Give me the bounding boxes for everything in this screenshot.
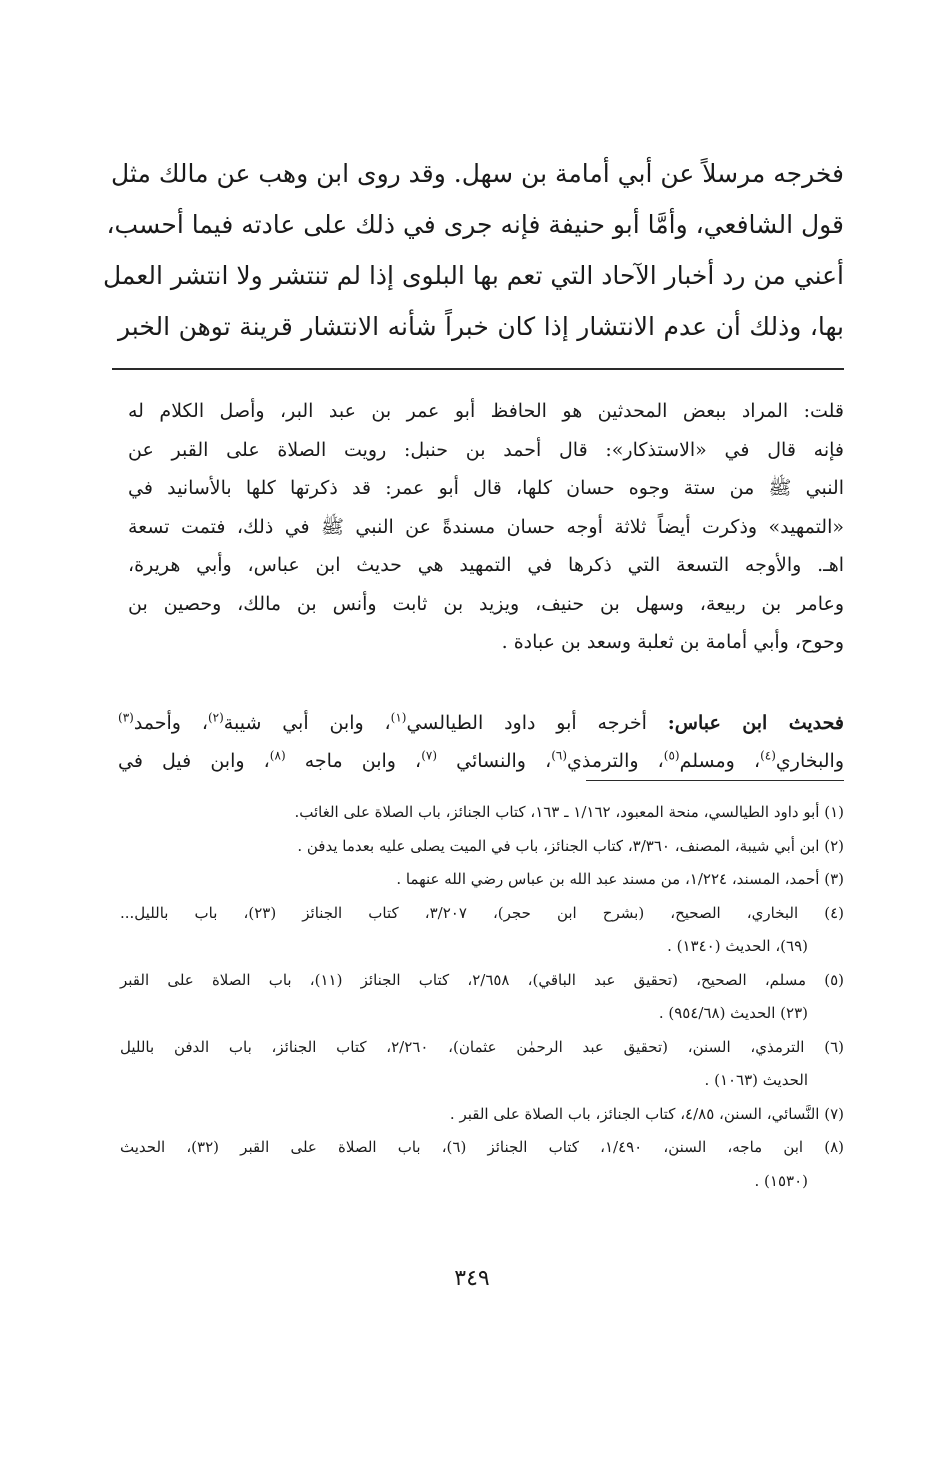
footnote-ref[interactable]: (٥) (663, 748, 680, 763)
footnote-item (120, 863, 844, 897)
footnote-divider (586, 780, 844, 781)
main-line: قول الشافعي، وأمَّا أبو حنيفة فإنه جرى في ذلك على عادته فيما أحسب، (106, 210, 844, 239)
main-line: فخرجه مرسلاً عن أبي أمامة بن سهل. وقد روى ابن وهب عن مالك مثل (111, 159, 844, 188)
hadith-line (118, 704, 844, 742)
footnote-item (120, 1098, 844, 1132)
footnote-text: (٦) الترمذي، السنن، (تحقيق عبد الرحمٰن عثمان)، ٢/٢٦٠، كتاب الجنائز، باب الدفن بالليل (120, 1037, 844, 1056)
hadith-text: ، وابن أبي شيبة (223, 712, 391, 734)
hadith-heading: فحديث ابن عباس: (667, 712, 844, 734)
hadith-text: ، والنسائي (437, 750, 552, 772)
footnote-text: (١) أبو داود الطيالسي، منحة المعبود، ١/١٦٢ ـ ١٦٣، كتاب الجنائز، باب الصلاة على الغائب. (294, 803, 844, 821)
footnote-text: (٥) مسلم، الصحيح، (تحقيق عبد الباقي)، ٢/٦٥٨، كتاب الجنائز (١١)، باب الصلاة على القبر (120, 970, 845, 989)
footnote-ref[interactable]: (٤) (760, 748, 776, 763)
footnotes-section (120, 796, 844, 1198)
footnote-continuation: (٢٣) الحديث (٩٥٤/٦٨) . (658, 1004, 808, 1022)
footnote-item (120, 964, 844, 1031)
commentary-line: اهـ. والأوجه التسعة التي ذكرها في التمهيد هي حديث ابن عباس، وأبي هريرة، (128, 554, 844, 576)
hadith-text: ، ومسلم (679, 750, 761, 772)
footnote-text: (٤) البخاري، الصحيح، (بشرح ابن حجر)، ٣/٢٠٧، كتاب الجنائز (٢٣)، باب بالليل... (120, 903, 844, 922)
hadith-text: ، وأحمد (133, 712, 208, 734)
main-line: بها، وذلك أن عدم الانتشار إذا كان خبراً شأنه الانتشار قرينة توهن الخبر (118, 312, 844, 341)
hadith-text: ، والترمذي (567, 750, 664, 772)
footnote-ref[interactable]: (٨) (269, 748, 286, 763)
footnote-text: (٨) ابن ماجه، السنن، ١/٤٩٠، كتاب الجنائز (٦)، باب الصلاة على القبر (٣٢)، الحديث (120, 1138, 845, 1156)
commentary-line: وعامر بن ربيعة، وسهل بن حنيف، ويزيد بن ثابت وأنس بن مالك، وحصين بن (128, 592, 844, 615)
footnote-item (120, 796, 844, 830)
hadith-line (118, 742, 844, 780)
footnote-text: (٢) ابن أبي شيبة، المصنف، ٣/٣٦٠، كتاب الجنائز، باب في الميت يصلى عليه بعدما يدفن . (297, 836, 844, 855)
footnote-item (120, 897, 844, 964)
footnote-ref[interactable]: (٢) (207, 710, 224, 725)
commentary-line: فإنه قال في «الاستذكار»: قال أحمد بن حنبل: رويت الصلاة على القبر عن (128, 438, 844, 461)
footnote-continuation: الحديث (١٠٦٣) . (704, 1071, 808, 1089)
hadith-text: ، وابن ماجه (285, 750, 422, 772)
footnote-ref[interactable]: (١) (390, 710, 407, 725)
footnote-continuation: (١٥٣٠) . (754, 1171, 808, 1190)
footnote-ref[interactable]: (٣) (118, 710, 134, 725)
commentary-line: قلت: المراد ببعض المحدثين هو الحافظ أبو عمر بن عبد البر، وأصل الكلام له (128, 400, 844, 422)
hadith-text: ، وابن فيل في (118, 750, 270, 772)
section-divider (112, 368, 844, 370)
main-line: أعني من رد أخبار الآحاد التي تعم بها البلوى إذا لم تنتشر ولا انتشر العمل (102, 261, 844, 290)
hadith-paragraph (118, 704, 844, 780)
footnote-text: (٧) النَّسائي، السنن، ٤/٨٥، كتاب الجنائز، باب الصلاة على القبر . (449, 1104, 844, 1123)
commentary-line: «التمهيد» وذكرت أيضاً ثلاثة أوجه حسان مسندةً عن النبي ﷺ في ذلك، فتمت تسعة (128, 515, 844, 538)
hadith-text: أخرجه أبو داود الطيالسي (406, 712, 668, 734)
footnote-item (120, 830, 844, 864)
commentary-paragraph (128, 392, 844, 662)
page-number: ٣٤٩ (454, 1266, 490, 1291)
footnote-ref[interactable]: (٦) (551, 748, 568, 763)
footnote-ref[interactable]: (٧) (421, 748, 438, 763)
commentary-line: النبي ﷺ من ستة وجوه حسان كلها، قال أبو عمر: قد ذكرتها كلها بالأسانيد في (128, 477, 844, 499)
commentary-line: وحوح، وأبي أمامة بن ثعلبة وسعد بن عبادة . (501, 631, 844, 653)
hadith-text: والبخاري (775, 750, 844, 772)
footnote-text: (٣) أحمد، المسند، ١/٢٢٤، من مسند عبد الله بن عباس رضي الله عنهما . (396, 870, 844, 888)
footnote-continuation: (٦٩)، الحديث (١٣٤٠) . (667, 937, 808, 955)
main-paragraph (102, 148, 844, 352)
footnote-item (120, 1131, 844, 1198)
footnote-item (120, 1031, 844, 1098)
